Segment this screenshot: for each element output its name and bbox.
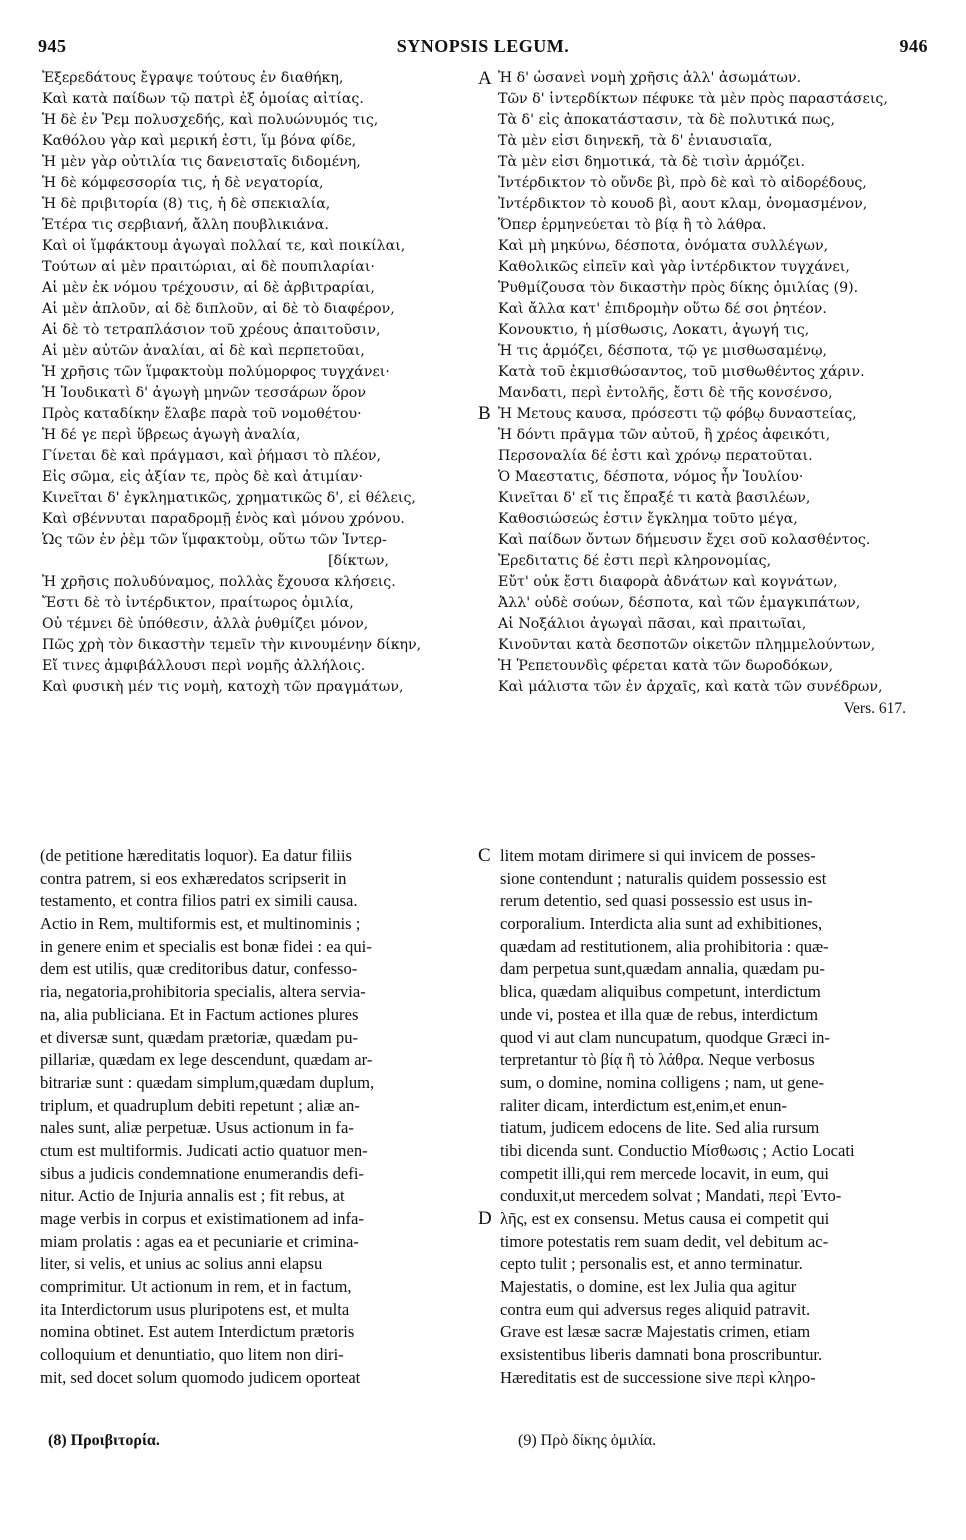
text-line: Majestatis, o domine, est lex Julia qua agitur (500, 1277, 797, 1297)
text-line: Καὶ μὴ μηκύνω, δέσποτα, ὀνόματα συλλέγων, (498, 238, 829, 254)
text-line: Ἡ χρῆσις τῶν ἵμφακτοὺμ πολύμορφος τυγχάνει· (42, 364, 390, 380)
page-number-left: 945 (38, 36, 67, 56)
text-line: Ὅπερ ἑρμηνεύεται τὸ βίᾳ ἢ τὸ λάθρα. (498, 217, 767, 233)
text-line: Εἰς σῶμα, εἰς ἀξίαν τε, πρὸς δὲ καὶ ἀτιμίαν· (42, 469, 364, 485)
text-line: Κονουκτιο, ἡ μίσθωσις, Λοκατι, ἀγωγή τις, (498, 322, 810, 338)
text-line: testamento, et contra filios patri ex simili causa. (40, 891, 358, 911)
text-line: Ἐξερεδάτους ἔγραψε τούτους ἐν διαθήκη, (42, 70, 344, 86)
text-line: nales sunt, aliæ perpetuæ. Usus actionum in fa- (40, 1118, 354, 1138)
text-line: terpretantur τὸ βίᾳ ἢ τὸ λάθρα. Neque verbosus (500, 1050, 815, 1070)
footnote-9: (9) Πρὸ δίκης ὁμιλία. (518, 1432, 657, 1449)
text-line: conduxit,ut mercedem solvat ; Mandati, περὶ Ἐντο- (500, 1186, 842, 1206)
text-line: Ἐρεδιτατις δέ ἐστι περὶ κληρονομίας, (498, 553, 772, 569)
section-marker-a: A (478, 68, 492, 89)
text-line: corporalium. Interdicta alia sunt ad exhibitiones, (500, 914, 823, 934)
text-line: Εἴ τινες ἀμφιβάλλουσι περὶ νομῆς ἀλλήλοις. (42, 658, 366, 674)
text-line: Εὔτ' οὐκ ἔστι διαφορὰ ἀδνάτων καὶ κογνάτων, (498, 574, 838, 590)
text-line: (de petitione hæreditatis loquor). Ea datur filiis (40, 846, 352, 865)
text-line: Ὁ Μαεστατις, δέσποτα, νόμος ἦν Ἰουλίου· (498, 469, 804, 485)
text-line: Περσοναλία δέ ἐστι καὶ χρόνῳ περατοῦται. (498, 448, 813, 464)
text-line: Τὰ μὲν εἰσι δημοτικά, τὰ δὲ τισὶν ἁρμόζει. (498, 154, 806, 170)
text-line: Ἡ δέ γε περὶ ὕβρεως ἀγωγὴ ἀναλία, (42, 427, 301, 443)
text-line: na, alia publiciana. Et in Factum actiones plures (40, 1004, 359, 1024)
text-line: litem motam dirimere si qui invicem de posses- (500, 846, 816, 865)
text-line: Πρὸς καταδίκην ἔλαβε παρὰ τοῦ νομοθέτου· (42, 406, 362, 422)
text-line: mage verbis in corpus et existimationem ad infa- (40, 1209, 364, 1228)
text-line: blica, quædam aliquibus competunt, interdictum (500, 982, 821, 1002)
text-line: Αἱ μὲν αὐτῶν ἀναλίαι, αἱ δὲ καὶ περπετοῦαι, (42, 343, 365, 359)
text-line: Καὶ σβέννυται παραδρομῇ ἑνὸς καὶ μόνου χρόνου. (42, 511, 405, 527)
text-line: triplum, et quadruplum debiti repetunt ; aliæ an- (40, 1095, 360, 1115)
text-line: bitrariæ sunt : quædam simplum,quædam duplum, (40, 1072, 375, 1092)
text-line: Γίνεται δὲ καὶ πράγμασι, καὶ ῥήμασι τὸ πλέον, (42, 448, 382, 464)
text-line: exsistentibus liberis damnati bona proscribuntur. (500, 1345, 823, 1365)
text-line: Ἡ δὲ πριβιτορία (8) τις, ἡ δὲ σπεκιαλία, (42, 196, 331, 212)
text-line: pillariæ, quædam ex lege descendunt, quædam ar- (40, 1050, 373, 1070)
running-title: SYNOPSIS LEGUM. (396, 36, 570, 56)
text-line: Καὶ οἱ ἵμφάκτουμ ἀγωγαὶ πολλαί τε, καὶ ποικίλαι, (42, 238, 406, 254)
text-line: colloquium et denuntiatio, quo litem non diri- (40, 1345, 344, 1365)
text-line: Αἱ μὲν ἁπλοῦν, αἱ δὲ διπλοῦν, αἱ δὲ τὸ διαφέρον, (42, 301, 395, 317)
text-line: Ῥυθμίζουσα τὸν δικαστὴν πρὸς δίκης ὁμιλίας (9). (498, 280, 859, 296)
text-line: in genere enim et specialis est bonæ fidei : ea qui- (40, 936, 372, 956)
text-line: dam perpetua sunt,quædam annalia, quædam pu- (500, 959, 825, 979)
latin-translation-column-right (500, 845, 932, 1390)
text-line: Ἡ Ῥεπετουνδὶς φέρεται κατὰ τῶν δωροδόκων, (498, 658, 834, 674)
text-line: miam prolatis : agas ea et pecuniarie et crimina- (40, 1231, 359, 1251)
text-line: sione contendunt ; naturalis quidem possessio est (500, 868, 827, 888)
text-line: Καὶ ἄλλα κατ' ἐπιδρομὴν οὕτω δέ σοι ῥητέον. (498, 301, 827, 317)
text-line: Αἱ δὲ τὸ τετραπλάσιον τοῦ χρέους ἀπαιτοῦσιν, (42, 322, 381, 338)
text-line: Τῶν δ' ἰντερδίκτων πέφυκε τὰ μὲν πρὸς παραστάσεις, (498, 91, 888, 107)
text-line: Ἰντέρδικτον τὸ κουοδ βὶ, αουτ κλαμ, ὀνομασμένον, (498, 196, 868, 212)
text-line: Κινεῖται δ' ἐγκληματικῶς, χρηματικῶς δ', εἰ θέλεις, (42, 490, 416, 506)
verse-number: Vers. 617. (843, 700, 906, 717)
text-line: ria, negatoria,prohibitoria specialis, altera servia- (40, 982, 366, 1002)
text-line: Τούτων αἱ μὲν πραιτώριαι, αἱ δὲ πουπιλαρίαι· (42, 259, 375, 275)
text-line: sibus a judicis condemnatione enumerandis defi- (40, 1163, 364, 1183)
text-line: Actio in Rem, multiformis est, et multinominis ; (40, 914, 361, 934)
text-line: nomina obtinet. Est autem Interdictum prætoris (40, 1322, 355, 1342)
text-line: liter, si velis, et unius ac solius anni elapsu (40, 1254, 323, 1274)
text-line: rerum detentio, sed quasi possessio est usus in- (500, 891, 813, 911)
text-line: Αἱ Νοξάλιοι ἀγωγαὶ πᾶσαι, καὶ πραιτωῖαι, (498, 616, 807, 632)
text-line: contra patrem, si eos exhæredatos scripserit in (40, 868, 347, 888)
text-line: Ἡ δὲ κόμφεσσορία τις, ἡ δὲ νεγατορία, (42, 175, 324, 191)
text-line: Οὐ τέμνει δὲ ὑπόθεσιν, ἀλλὰ ῥυθμίζει μόνον, (42, 616, 369, 632)
text-line: Καθολικῶς εἰπεῖν καὶ γὰρ ἰντέρδικτον τυγχάνει, (498, 259, 850, 275)
text-line: ita Interdictorum usus pluripotens est, et multa (40, 1299, 350, 1319)
text-line: Ἔστι δὲ τὸ ἰντέρδικτον, πραίτωρος ὁμιλία, (42, 595, 354, 611)
text-line: Τὰ δ' εἰς ἀποκατάστασιν, τὰ δὲ πολυτικά πως, (498, 112, 836, 128)
text-line: Καὶ παίδων ὄντων δήμευσιν ἔχει σοῦ κολασθέντος. (498, 532, 871, 548)
text-line: ctum est multiformis. Judicati actio quatuor men- (40, 1140, 368, 1160)
latin-translation-column-left (40, 845, 474, 1390)
section-marker-d: D (478, 1208, 492, 1229)
text-line: Καὶ κατὰ παίδων τῷ πατρὶ ἐξ ὁμοίας αἰτίας. (42, 91, 364, 107)
text-line: Ἡ χρῆσις πολυδύναμος, πολλὰς ἔχουσα κλήσεις. (42, 574, 396, 590)
text-line: raliter dicam, interdictum est,enim,et enun- (500, 1095, 788, 1115)
page-number-right: 946 (899, 36, 928, 56)
text-line: Καὶ μάλιστα τῶν ἐν ἀρχαῖς, καὶ κατὰ τῶν συνέδρων, (498, 679, 883, 695)
greek-verse-column-left (42, 68, 472, 698)
section-marker-b: B (478, 403, 491, 424)
text-line: dem est utilis, quæ creditoribus datur, confesso- (40, 959, 358, 979)
text-line: unde vi, postea et illa quæ de rebus, interdictum (500, 1004, 818, 1024)
text-line: tibi dicenda sunt. Conductio Μίσθωσις ; Actio Locati (500, 1140, 855, 1160)
text-line: Ἡ Μετους καυσα, πρόσεστι τῷ φόβῳ δυναστείας, (498, 406, 857, 422)
text-line: Ἡ τις ἁρμόζει, δέσποτα, τῷ γε μισθωσαμένῳ, (498, 343, 828, 359)
text-line: comprimitur. Ut actionum in rem, et in factum, (40, 1277, 352, 1297)
text-line: Ἡ μὲν γὰρ οὐτιλία τις δανεισταῖς διδομένη, (42, 154, 361, 170)
text-line: Αἱ μὲν ἐκ νόμου τρέχουσιν, αἱ δὲ ἀρβιτραρίαι, (42, 280, 375, 296)
text-line: competit illi,qui rem mercede locavit, in eum, qui (500, 1163, 830, 1183)
text-line: Ἀλλ' οὐδὲ σούων, δέσποτα, καὶ τῶν ἐμαγκιπάτων, (498, 595, 861, 611)
text-line: Ἰντέρδικτον τὸ οὔνδε βὶ, πρὸ δὲ καὶ τὸ αἰδορέδους, (498, 175, 867, 191)
text-line: Κατὰ τοῦ ἐκμισθώσαντος, τοῦ μισθωθέντος χάριν. (498, 364, 865, 380)
text-line: Καθοσιώσεώς ἐστιν ἔγκλημα τοῦτο μέγα, (498, 511, 798, 527)
text-line: Ἡ δὲ ἐν Ῥεμ πολυσχεδής, καὶ πολυώνυμός τις, (42, 112, 379, 128)
text-line: Ἑτέρα τις σερβιανή, ἄλλη πουβλικιάνα. (42, 217, 329, 233)
text-line: [δίκτων, (328, 553, 390, 569)
text-line: Ὡς τῶν ἐν ῥὲμ τῶν ἵμφακτοὺμ, οὕτω τῶν Ἰντερ- (42, 532, 387, 548)
text-line: timore potestatis rem suam dedit, vel debitum ac- (500, 1231, 829, 1251)
running-header (36, 36, 930, 60)
text-line: sum, o domine, nomina colligens ; nam, ut gene- (500, 1072, 824, 1092)
text-line: quædam ad restitutionem, alia prohibitoria : quæ- (500, 936, 829, 956)
text-line: Καθόλου γὰρ καὶ μερική ἐστι, ἵμ βόνα φίδε, (42, 133, 357, 149)
text-line: Καὶ φυσικὴ μέν τις νομὴ, κατοχὴ τῶν πραγμάτων, (42, 679, 404, 695)
text-line: Κινεῖται δ' εἴ τις ἔπραξέ τι κατὰ βασιλέων, (498, 490, 811, 506)
text-line: Hæreditatis est de successione sive περὶ κληρο- (500, 1367, 816, 1387)
footnote-8: (8) Προιβιτορία. (48, 1432, 160, 1449)
text-line: contra eum qui adversus reges aliquid patravit. (500, 1299, 811, 1319)
text-line: Grave est læsæ sacræ Majestatis crimen, etiam (500, 1322, 811, 1342)
section-marker-c: C (478, 845, 491, 866)
text-line: et diversæ sunt, quædam prætoriæ, quædam pu- (40, 1027, 359, 1047)
text-line: Ἡ δόντι πρᾶγμα τῶν αὐτοῦ, ἢ χρέος ἀφεικότι, (498, 427, 831, 443)
text-line: Τὰ μὲν εἰσι διηνεκῆ, τὰ δ' ἐνιαυσιαῖα, (498, 133, 773, 149)
text-line: quod vi aut clam nuncupatum, quodque Græci in- (500, 1027, 830, 1047)
text-line: Ἡ δ' ὡσανεὶ νομὴ χρῆσις ἀλλ' ἀσωμάτων. (498, 70, 802, 86)
greek-verse-column-right (498, 68, 930, 719)
text-line: Κινοῦνται κατὰ δεσποτῶν οἰκετῶν πλημμελούντων, (498, 637, 876, 653)
text-line: nitur. Actio de Injuria annalis est ; fit rebus, at (40, 1186, 345, 1206)
text-line: λῆς, est ex consensu. Metus causa ei competit qui (500, 1209, 830, 1228)
text-line: mit, sed docet solum quomodo judicem oporteat (40, 1367, 361, 1387)
text-line: Πῶς χρὴ τὸν δικαστὴν τεμεῖν τὴν κινουμένην δίκην, (42, 637, 422, 653)
text-line: cepto tulit ; personalis est, et anno terminatur. (500, 1254, 803, 1274)
text-line: Μανδατι, περὶ ἐντολῆς, ἔστι δὲ τῆς κονσένσο, (498, 385, 833, 401)
text-line: Ἡ Ἰουδικατὶ δ' ἀγωγὴ μηνῶν τεσσάρων ὅρον (42, 385, 366, 401)
text-line: tiatum, judicem edocens de lite. Sed alia rursum (500, 1118, 820, 1138)
